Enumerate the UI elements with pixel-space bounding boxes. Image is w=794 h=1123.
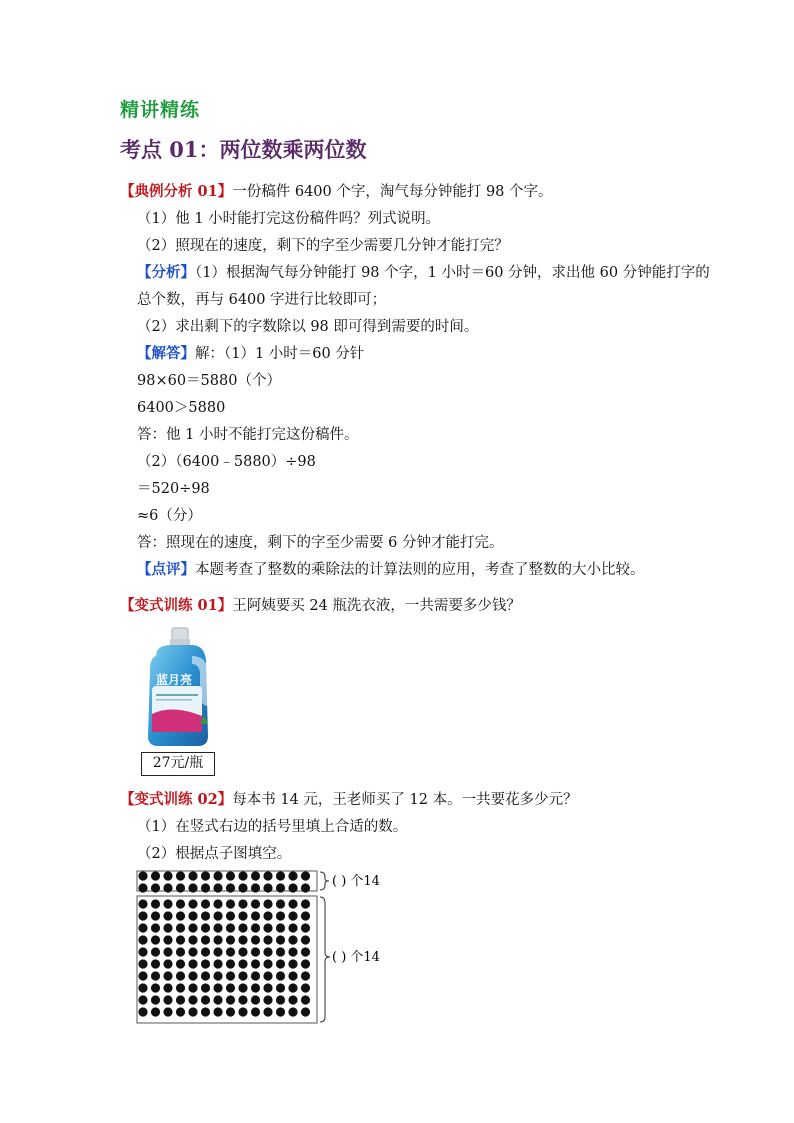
dot bbox=[176, 883, 185, 892]
brand-logo-text: 蓝月亮 bbox=[155, 673, 193, 687]
dot bbox=[151, 911, 160, 920]
dot bbox=[213, 959, 222, 968]
analysis-line-2: 总个数，再与 6400 字进行比较即可； bbox=[137, 292, 387, 308]
dot bbox=[201, 995, 210, 1004]
topic-title: 考点 01：两位数乘两位数 bbox=[120, 137, 367, 162]
dot bbox=[138, 911, 147, 920]
dot bbox=[176, 935, 185, 944]
practice1-tag: 【变式训练 01】 bbox=[120, 597, 233, 614]
dot bbox=[276, 995, 285, 1004]
practice2-question: 每本书 14 元，王老师买了 12 本。一共要花多少元？ bbox=[232, 792, 578, 808]
section-title: 精讲精练 bbox=[120, 99, 201, 121]
practice2-line bbox=[120, 790, 578, 810]
dot bbox=[288, 995, 297, 1004]
dot bbox=[301, 983, 310, 992]
dot bbox=[138, 883, 147, 892]
dot bbox=[176, 983, 185, 992]
example-q2: （2）照现在的速度，剩下的字至少需要几分钟才能打完？ bbox=[137, 238, 509, 254]
answer-line-1 bbox=[137, 344, 364, 364]
dot bbox=[276, 1007, 285, 1016]
dot bbox=[201, 899, 210, 908]
dot bbox=[251, 995, 260, 1004]
dot bbox=[276, 923, 285, 932]
dot bbox=[226, 983, 235, 992]
dot bbox=[176, 959, 185, 968]
dot bbox=[213, 899, 222, 908]
dot bbox=[276, 983, 285, 992]
dot bbox=[288, 899, 297, 908]
dot bbox=[288, 871, 297, 880]
analysis-line-3: （2）求出剩下的字数除以 98 即可得到需要的时间。 bbox=[137, 319, 479, 335]
dot bbox=[288, 983, 297, 992]
dot bbox=[251, 971, 260, 980]
dot bbox=[151, 959, 160, 968]
dot bbox=[138, 871, 147, 880]
answer-line-2: 98×60＝5880（个） bbox=[137, 373, 281, 389]
dot bbox=[201, 911, 210, 920]
answer-line-7: ≈6（分） bbox=[137, 508, 202, 524]
practice1-question: 王阿姨要买 24 瓶洗衣液，一共需要多少钱？ bbox=[232, 598, 521, 614]
dot bbox=[263, 935, 272, 944]
answer-line-4: 答：他 1 小时不能打完这份稿件。 bbox=[137, 427, 359, 443]
dot bbox=[276, 911, 285, 920]
practice2-q2: （2）根据点子图填空。 bbox=[137, 846, 292, 862]
dot bbox=[301, 923, 310, 932]
dot bbox=[276, 971, 285, 980]
dot bbox=[138, 935, 147, 944]
dot bbox=[213, 947, 222, 956]
bottom-dot-rows bbox=[138, 899, 310, 1016]
dot bbox=[238, 983, 247, 992]
dot bbox=[201, 871, 210, 880]
dot bbox=[213, 883, 222, 892]
dot bbox=[301, 899, 310, 908]
dot bbox=[188, 883, 197, 892]
dot bbox=[238, 871, 247, 880]
dot bbox=[288, 923, 297, 932]
example-question: 一份稿件 6400 个字，淘气每分钟能打 98 个字。 bbox=[232, 184, 553, 200]
dot bbox=[176, 923, 185, 932]
dot bbox=[163, 1007, 172, 1016]
bottom-bracket-label: ( ) 个14 bbox=[332, 950, 380, 965]
dot bbox=[176, 1007, 185, 1016]
dot bbox=[288, 935, 297, 944]
dot bbox=[226, 911, 235, 920]
dot bbox=[226, 871, 235, 880]
dot bbox=[301, 935, 310, 944]
dot bbox=[301, 947, 310, 956]
dot bbox=[226, 959, 235, 968]
dot bbox=[263, 983, 272, 992]
practice2-tag: 【变式训练 02】 bbox=[120, 791, 233, 808]
dot bbox=[301, 871, 310, 880]
dot bbox=[138, 923, 147, 932]
dot bbox=[213, 871, 222, 880]
dot bbox=[151, 995, 160, 1004]
dot bbox=[251, 959, 260, 968]
dot bbox=[276, 871, 285, 880]
dot bbox=[176, 871, 185, 880]
dot bbox=[151, 923, 160, 932]
comment-line bbox=[137, 560, 645, 580]
dot bbox=[226, 971, 235, 980]
dot bbox=[226, 883, 235, 892]
dot bbox=[201, 1007, 210, 1016]
analysis-line-1 bbox=[137, 263, 710, 283]
dot bbox=[263, 995, 272, 1004]
dot bbox=[226, 947, 235, 956]
dot bbox=[138, 971, 147, 980]
dot bbox=[201, 883, 210, 892]
dot bbox=[251, 871, 260, 880]
dot bbox=[188, 947, 197, 956]
dot bbox=[176, 911, 185, 920]
analysis-tag: 【分析】 bbox=[137, 264, 195, 281]
dot bbox=[238, 947, 247, 956]
example-tag: 【典例分析 01】 bbox=[120, 183, 233, 200]
dot bbox=[238, 935, 247, 944]
example-q1: （1）他 1 小时能打完这份稿件吗？列式说明。 bbox=[137, 211, 441, 227]
dot bbox=[301, 1007, 310, 1016]
price-label: 27元/瓶 bbox=[141, 752, 215, 776]
dot bbox=[201, 983, 210, 992]
dot bbox=[163, 883, 172, 892]
dot bbox=[176, 971, 185, 980]
dot bbox=[188, 983, 197, 992]
dot bbox=[188, 911, 197, 920]
dot bbox=[188, 899, 197, 908]
dot bbox=[263, 899, 272, 908]
dot bbox=[138, 947, 147, 956]
dot bbox=[213, 935, 222, 944]
dot bbox=[251, 911, 260, 920]
dot bbox=[288, 883, 297, 892]
dot bbox=[288, 947, 297, 956]
dot bbox=[263, 871, 272, 880]
dot bbox=[301, 959, 310, 968]
dot bbox=[163, 947, 172, 956]
dot bbox=[213, 995, 222, 1004]
dot bbox=[138, 995, 147, 1004]
comment-tag: 【点评】 bbox=[137, 561, 195, 578]
dot bbox=[176, 947, 185, 956]
dot bbox=[276, 959, 285, 968]
dot bbox=[163, 983, 172, 992]
dot bbox=[251, 923, 260, 932]
dot bbox=[138, 959, 147, 968]
dot bbox=[176, 995, 185, 1004]
dot bbox=[238, 1007, 247, 1016]
dot bbox=[163, 899, 172, 908]
dot bbox=[163, 935, 172, 944]
dot bbox=[201, 947, 210, 956]
dot bbox=[251, 983, 260, 992]
dot bbox=[238, 971, 247, 980]
dot bbox=[163, 911, 172, 920]
dot bbox=[288, 1007, 297, 1016]
answer-line-3: 6400＞5880 bbox=[137, 400, 226, 416]
dot bbox=[238, 923, 247, 932]
dot bbox=[263, 1007, 272, 1016]
dot bbox=[288, 911, 297, 920]
dot bbox=[288, 959, 297, 968]
dot bbox=[201, 923, 210, 932]
answer-text-1: 解：（1）1 小时＝60 分针 bbox=[195, 346, 365, 362]
dot bbox=[251, 947, 260, 956]
dot bbox=[288, 971, 297, 980]
dot bbox=[251, 899, 260, 908]
dot bbox=[238, 899, 247, 908]
dot bbox=[151, 883, 160, 892]
top-bracket bbox=[320, 872, 329, 890]
dot bbox=[188, 959, 197, 968]
dot bbox=[301, 995, 310, 1004]
dot bbox=[226, 923, 235, 932]
dot bbox=[163, 995, 172, 1004]
practice1-line bbox=[120, 596, 521, 616]
dot bbox=[163, 971, 172, 980]
dot bbox=[263, 959, 272, 968]
dot bbox=[188, 971, 197, 980]
dot bbox=[213, 911, 222, 920]
example-question-line bbox=[120, 182, 553, 202]
dot bbox=[151, 971, 160, 980]
dot bbox=[138, 983, 147, 992]
dot-array-figure bbox=[136, 869, 392, 1025]
dot bbox=[201, 971, 210, 980]
dot bbox=[151, 1007, 160, 1016]
bottom-bracket bbox=[320, 897, 330, 1022]
answer-tag: 【解答】 bbox=[137, 345, 195, 362]
dot bbox=[151, 899, 160, 908]
detergent-bottle-image bbox=[142, 626, 216, 751]
dot bbox=[263, 883, 272, 892]
dot bbox=[238, 995, 247, 1004]
dot bbox=[251, 883, 260, 892]
dot bbox=[201, 959, 210, 968]
dot bbox=[151, 871, 160, 880]
dot bbox=[201, 935, 210, 944]
dot bbox=[163, 871, 172, 880]
dot bbox=[176, 899, 185, 908]
dot bbox=[213, 971, 222, 980]
dot bbox=[263, 911, 272, 920]
answer-line-8: 答：照现在的速度，剩下的字至少需要 6 分钟才能打完。 bbox=[137, 535, 504, 551]
dot bbox=[163, 959, 172, 968]
dot bbox=[151, 935, 160, 944]
dot bbox=[276, 935, 285, 944]
dot bbox=[276, 883, 285, 892]
answer-line-5: （2）（6400﹣5880）÷98 bbox=[137, 454, 316, 470]
dot bbox=[213, 1007, 222, 1016]
dot bbox=[138, 899, 147, 908]
dot bbox=[151, 947, 160, 956]
dot bbox=[138, 1007, 147, 1016]
dot bbox=[188, 871, 197, 880]
dot bbox=[188, 1007, 197, 1016]
dot bbox=[226, 1007, 235, 1016]
dot bbox=[263, 971, 272, 980]
dot bbox=[213, 923, 222, 932]
dot bbox=[251, 935, 260, 944]
practice2-q1: （1）在竖式右边的括号里填上合适的数。 bbox=[137, 819, 408, 835]
dot bbox=[263, 923, 272, 932]
dot bbox=[238, 883, 247, 892]
dot bbox=[276, 947, 285, 956]
dot bbox=[188, 935, 197, 944]
dot bbox=[251, 1007, 260, 1016]
top-bracket-label: ( ) 个14 bbox=[332, 874, 380, 889]
dot bbox=[188, 923, 197, 932]
dot bbox=[276, 899, 285, 908]
analysis-text-1: （1）根据淘气每分钟能打 98 个字，1 小时＝60 分钟，求出他 60 分钟能打字的 bbox=[195, 265, 710, 281]
dot bbox=[238, 911, 247, 920]
dot bbox=[263, 947, 272, 956]
dot bbox=[188, 995, 197, 1004]
dot bbox=[226, 899, 235, 908]
dot bbox=[213, 983, 222, 992]
dot bbox=[151, 983, 160, 992]
dot bbox=[226, 935, 235, 944]
dot bbox=[301, 883, 310, 892]
comment-text: 本题考查了整数的乘除法的计算法则的应用，考查了整数的大小比较。 bbox=[195, 562, 645, 578]
dot bbox=[226, 995, 235, 1004]
dot bbox=[301, 971, 310, 980]
dot bbox=[301, 911, 310, 920]
dot bbox=[163, 923, 172, 932]
top-dot-rows bbox=[138, 871, 310, 892]
dot bbox=[238, 959, 247, 968]
answer-line-6: ＝520÷98 bbox=[137, 481, 210, 497]
